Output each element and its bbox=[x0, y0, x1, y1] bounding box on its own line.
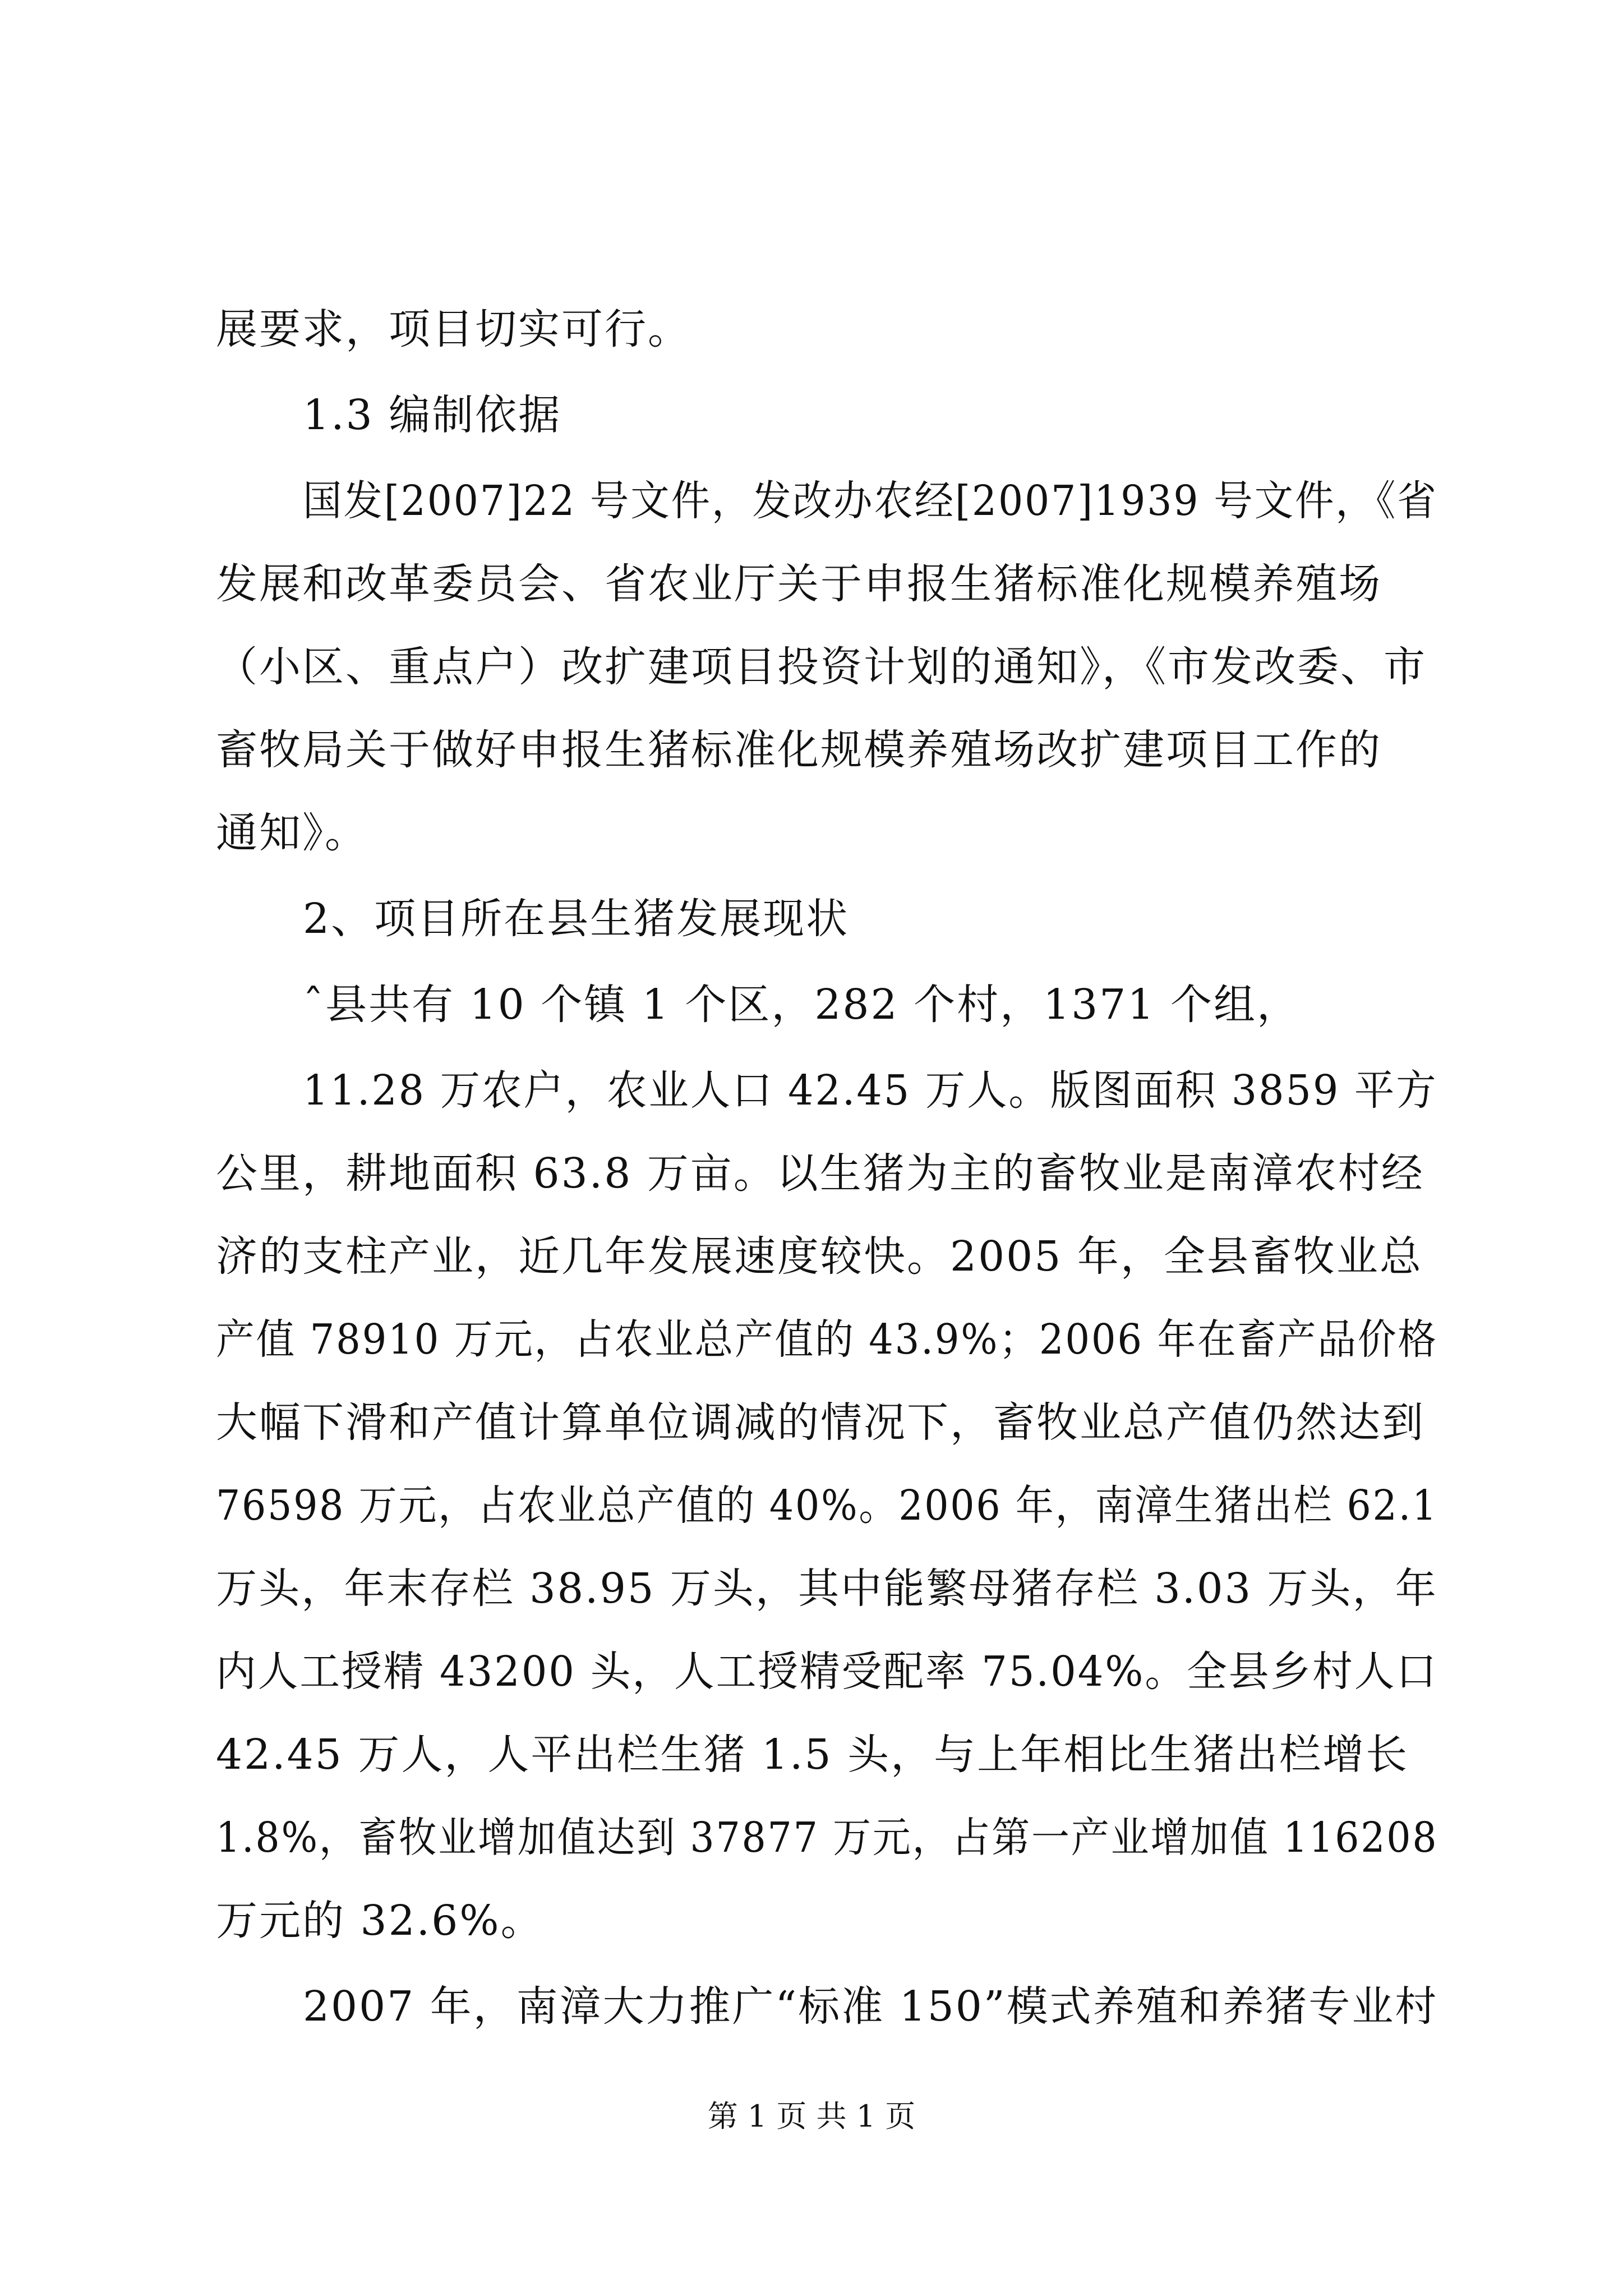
paragraph-line-6: 畜牧局关于做好申报生猪标准化规模养殖场改扩建项目工作的 bbox=[216, 726, 1382, 774]
section-heading-2: 2、项目所在县生猪发展现状 bbox=[303, 895, 850, 943]
paragraph-line-9: ˆ县共有 10 个镇 1 个区，282 个村，1371 个组， bbox=[303, 981, 1300, 1029]
paragraph-line-12: 济的支柱产业，近几年发展速度较快。2005 年，全县畜牧业总 bbox=[216, 1232, 1423, 1281]
section-heading-1-3: 1.3 编制依据 bbox=[303, 391, 562, 439]
paragraph-line-18: 42.45 万人，人平出栏生猪 1.5 头，与上年相比生猪出栏增长 bbox=[216, 1731, 1409, 1779]
paragraph-line-5: （小区、重点户）改扩建项目投资计划的通知》，《市发改委、市 bbox=[216, 643, 1427, 691]
paragraph-line-7: 通知》。 bbox=[216, 809, 368, 857]
paragraph-line-19: 1.8%，畜牧业增加值达到 37877 万元，占第一产业增加值 116208 bbox=[216, 1814, 1438, 1862]
paragraph-line-13: 产值 78910 万元，占农业总产值的 43.9%；2006 年在畜产品价格 bbox=[216, 1315, 1438, 1364]
paragraph-line-1: 展要求，项目切实可行。 bbox=[216, 305, 691, 353]
paragraph-line-15: 76598 万元，占农业总产值的 40%。2006 年，南漳生猪出栏 62.1 bbox=[216, 1481, 1438, 1530]
paragraph-line-16: 万头，年末存栏 38.95 万头，其中能繁母猪存栏 3.03 万头，年 bbox=[216, 1565, 1438, 1613]
paragraph-line-21: 2007 年，南漳大力推广“标准 150”模式养殖和养猪专业村 bbox=[303, 1982, 1438, 2031]
page-footer: 第 1 页 共 1 页 bbox=[707, 2099, 916, 2134]
paragraph-line-4: 发展和改革委员会、省农业厅关于申报生猪标准化规模养殖场 bbox=[216, 560, 1382, 608]
paragraph-line-20: 万元的 32.6%。 bbox=[216, 1897, 544, 1945]
paragraph-line-10: 11.28 万农户，农业人口 42.45 万人。版图面积 3859 平方 bbox=[303, 1066, 1438, 1115]
paragraph-line-17: 内人工授精 43200 头，人工授精受配率 75.04%。全县乡村人口 bbox=[216, 1648, 1438, 1696]
paragraph-line-14: 大幅下滑和产值计算单位调减的情况下，畜牧业总产值仍然达到 bbox=[216, 1398, 1425, 1447]
paragraph-line-3: 国发[2007]22 号文件，发改办农经[2007]1939 号文件，《省 bbox=[303, 477, 1438, 525]
paragraph-line-11: 公里，耕地面积 63.8 万亩。以生猪为主的畜牧业是南漳农村经 bbox=[216, 1149, 1424, 1198]
